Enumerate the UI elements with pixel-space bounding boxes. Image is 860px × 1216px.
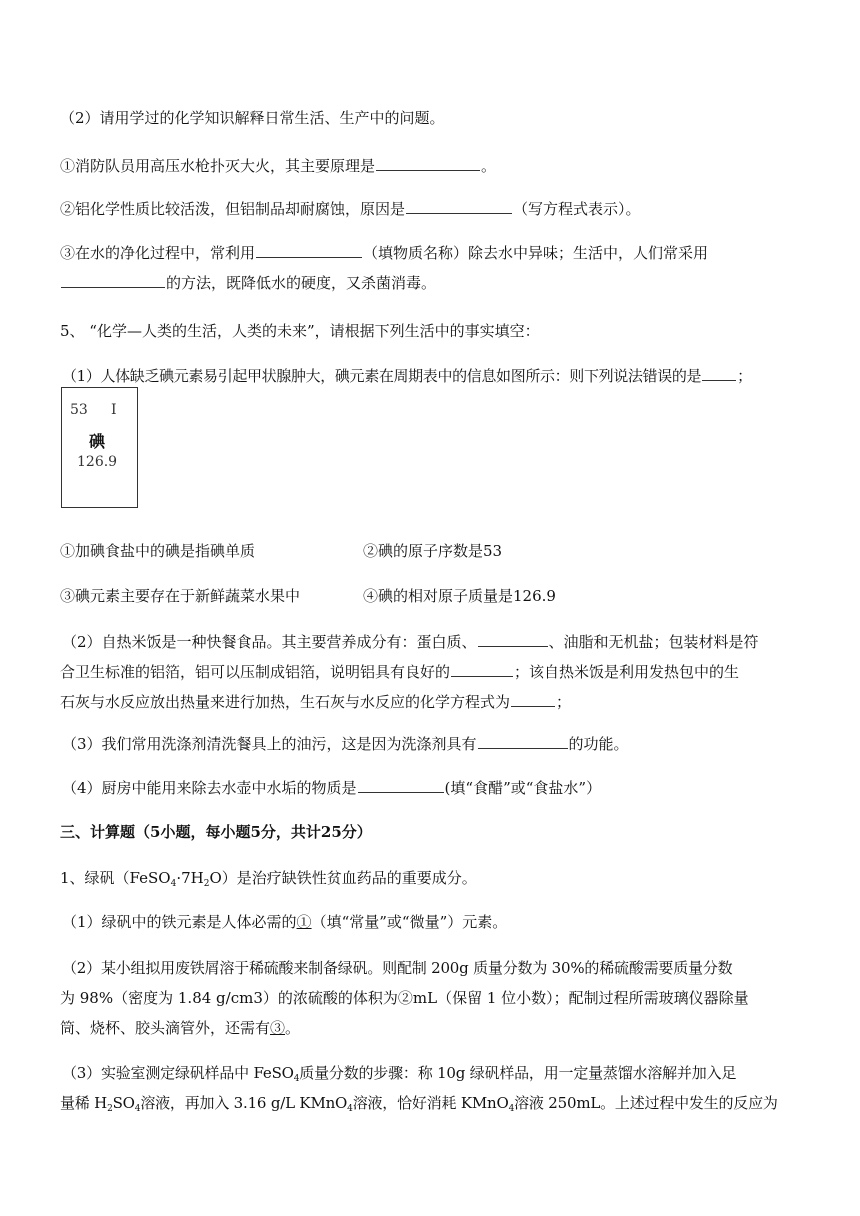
text: 溶液，再加入 3.16 g/L KMnO (140, 1094, 348, 1112)
subscript: 4 (508, 1104, 515, 1114)
answer-blank[interactable] (358, 778, 444, 793)
text: ②铝化学性质比较活泼，但铝制品却耐腐蚀，原因是 (60, 200, 406, 218)
calc-q1-part3-line1 (62, 1063, 736, 1083)
calc-question-1-title (60, 868, 477, 888)
text: 。 (481, 157, 497, 175)
option-1: ①加碘食盐中的碘是指碘单质 (60, 542, 256, 560)
text: ③在水的净化过程中，常利用 (60, 244, 256, 262)
option-2: ②碘的原子序数是53 (363, 542, 503, 560)
answer-blank[interactable] (61, 273, 165, 288)
q5-part2-line1 (62, 632, 759, 652)
section-3-title: 三、计算题（5小题，每小题5分，共计25分） (60, 823, 372, 841)
text: 合卫生标准的铝箔，铝可以压制成铝箔，说明铝具有良好的 (60, 663, 451, 681)
text: （填物质名称）除去水中异味；生活中，人们常采用 (363, 244, 709, 262)
text: mL（保留 1 位小数）；配制过程所需玻璃仪器除量 (412, 989, 749, 1007)
text: 溶液 250mL。上述过程中发生的反应为 (514, 1094, 778, 1112)
question-5-title: 5、 “化学—人类的生活，人类的未来”，请根据下列生活中的事实填空： (60, 322, 540, 340)
calc-q1-part2-line1: （2）某小组拟用废铁屑溶于稀硫酸来制备绿矾。则配制 200g 质量分数为 30%的稀硫酸需要质量分数 (62, 959, 733, 977)
text: （2）自热米饭是一种快餐食品。其主要营养成分有：蛋白质、 (62, 633, 477, 651)
text: 量稀 H (60, 1094, 108, 1112)
subscript: 4 (293, 1074, 300, 1084)
text: （写方程式表示）。 (513, 200, 641, 218)
text: （1）人体缺乏碘元素易引起甲状腺肿大，碘元素在周期表中的信息如图所示：则下列说法错误的是 (62, 367, 702, 385)
calc-q1-part2-line3 (60, 1018, 300, 1038)
atomic-mass: 126.9 (77, 454, 118, 470)
text: 质量分数的步骤：称 10g 绿矾样品，用一定量蒸馏水溶解并加入足 (299, 1064, 737, 1082)
subscript: 2 (107, 1104, 113, 1114)
q5-part1-text (62, 366, 752, 386)
answer-blank[interactable] (406, 199, 512, 214)
answer-blank[interactable] (256, 243, 362, 258)
text: ； (737, 367, 752, 385)
text: (填“食醋”或“食盐水”） (444, 779, 602, 797)
q5-part3 (62, 734, 629, 754)
text: 的方法，既降低水的硬度，又杀菌消毒。 (166, 274, 437, 292)
q4-part2-item1 (60, 156, 496, 176)
text: 的功能。 (568, 735, 629, 753)
blank-marker-2[interactable]: ② (397, 989, 413, 1007)
q5-part2-line3 (60, 692, 571, 712)
answer-blank[interactable] (478, 734, 568, 749)
blank-marker-3[interactable]: ③ (270, 1019, 286, 1037)
text: 1、绿矾（FeSO (60, 869, 171, 887)
text: ①消防队员用高压水枪扑灭大火，其主要原理是 (60, 157, 376, 175)
text: 。 (285, 1019, 301, 1037)
answer-blank[interactable] (376, 156, 480, 171)
answer-blank[interactable] (702, 366, 736, 381)
text: 溶液，恰好消耗 KMnO (352, 1094, 509, 1112)
answer-blank[interactable] (511, 692, 555, 707)
text: （3）实验室测定绿矾样品中 FeSO (62, 1064, 294, 1082)
text: ； (556, 693, 572, 711)
subscript: 4 (347, 1104, 353, 1114)
text: SO (112, 1094, 135, 1112)
q4-part2-title: （2）请用学过的化学知识解释日常生活、生产中的问题。 (60, 109, 445, 127)
q4-part2-item3-line1 (60, 243, 708, 263)
atomic-number: 53 (70, 402, 88, 418)
option-3: ③碘元素主要存在于新鲜蔬菜水果中 (60, 587, 301, 605)
iodine-element-card (61, 387, 138, 508)
text: O）是治疗缺铁性贫血药品的重要成分。 (209, 869, 477, 887)
q4-part2-item2 (60, 199, 641, 219)
subscript: 4 (134, 1104, 141, 1114)
calc-q1-part1 (62, 912, 507, 932)
calc-q1-part3-line2 (60, 1093, 778, 1113)
text: 石灰与水反应放出热量来进行加热，生石灰与水反应的化学方程式为 (60, 693, 511, 711)
text: （填“常量”或“微量”）元素。 (311, 913, 508, 931)
text: 为 98%（密度为 1.84 g/cm3）的浓硫酸的体积为 (60, 989, 398, 1007)
text: （1）绿矾中的铁元素是人体必需的 (62, 913, 297, 931)
text: （3）我们常用洗涤剂清洗餐具上的油污，这是因为洗涤剂具有 (62, 735, 477, 753)
blank-marker-1[interactable]: ① (296, 913, 312, 931)
calc-q1-part2-line2 (60, 988, 749, 1008)
text: ·7H (176, 869, 204, 887)
q4-part2-item3-line2 (60, 273, 436, 293)
text: 、油脂和无机盐；包装材料是符 (548, 633, 759, 651)
element-name: 碘 (89, 432, 106, 451)
text: （4）厨房中能用来除去水壶中水垢的物质是 (62, 779, 357, 797)
q5-part4 (62, 778, 601, 798)
text: ；该自热米饭是利用发热包中的生 (514, 663, 740, 681)
q5-part2-line2 (60, 662, 739, 682)
subscript: 2 (203, 879, 210, 889)
element-symbol: I (111, 402, 117, 418)
answer-blank[interactable] (478, 632, 548, 647)
answer-blank[interactable] (451, 662, 513, 677)
text: 筒、烧杯、胶头滴管外，还需有 (60, 1019, 271, 1037)
subscript: 4 (170, 879, 177, 889)
option-4: ④碘的相对原子质量是126.9 (363, 587, 556, 605)
